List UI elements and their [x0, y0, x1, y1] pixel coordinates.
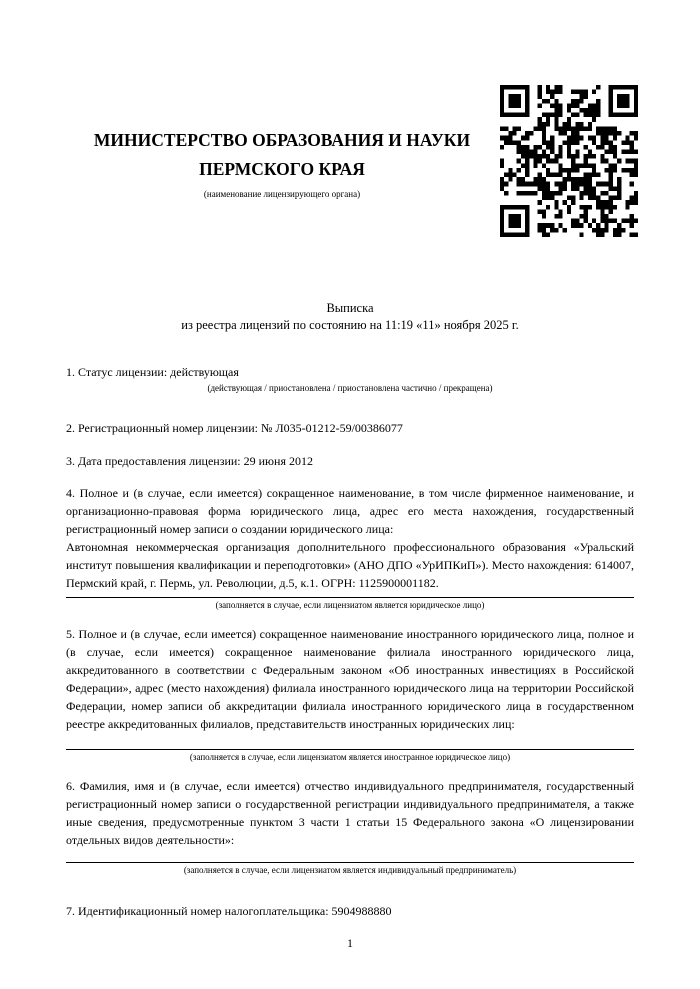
- item-license-date-text: 3. Дата предоставления лицензии: 29 июня 2012: [66, 453, 313, 468]
- document-header: [66, 126, 498, 200]
- item-individual-entrepreneur-label: 6. Фамилия, имя и (в случае, если имеется) отчество индивидуального предпринимателя, государственный регистрационный номер записи о государственной регистрации индивидуального предпринимателя, а также иные сведения, предусмотренные пунктом 3 части 1 статьи 15 Федерального закона «О лицензировании отдельных видов деятельности»:: [66, 779, 634, 848]
- document-title-line1: Выписка: [326, 300, 374, 315]
- item-legal-entity: [66, 484, 634, 611]
- item-foreign-entity: [66, 625, 634, 763]
- item-individual-entrepreneur: [66, 777, 634, 876]
- divider-line: [66, 862, 634, 863]
- qr-code: [500, 85, 638, 237]
- ministry-name-line2: ПЕРМСКОГО КРАЯ: [199, 158, 365, 179]
- item-license-status: [66, 364, 634, 394]
- document-content: [0, 126, 700, 919]
- item-taxpayer-number-text: 7. Идентификационный номер налогоплательщика: 5904988880: [66, 903, 392, 918]
- item-license-status-text: 1. Статус лицензии: действующая: [66, 364, 239, 379]
- item-registration-number: [66, 420, 634, 436]
- document-title-line2: из реестра лицензий по состоянию на 11:19 «11» ноября 2025 г.: [181, 317, 519, 332]
- divider-line: [66, 597, 634, 598]
- item-license-status-note: (действующая / приостановлена / приостановлена частично / прекращена): [207, 382, 493, 393]
- ministry-name-line1: МИНИСТЕРСТВО ОБРАЗОВАНИЯ И НАУКИ: [93, 130, 471, 150]
- item-foreign-entity-note: (заполняется в случае, если лицензиатом является иностранное юридическое лицо): [189, 752, 511, 763]
- item-legal-entity-value: Автономная некоммерческая организация дополнительного профессионального образования «Уральский институт повышения квалификации и переподготовки» (АНО ДПО «УрИПКиП»). Место нахождения: 614007, Пермский край, г. Пермь, ул. Революции, д.5, к.1. ОГРН: 1125900001182.: [66, 539, 634, 590]
- item-license-date: [66, 453, 634, 469]
- item-individual-entrepreneur-note: (заполняется в случае, если лицензиатом является индивидуальный предприниматель): [183, 865, 517, 876]
- item-registration-number-text: 2. Регистрационный номер лицензии: № Л035-01212-59/00386077: [66, 420, 403, 435]
- divider-line: [66, 749, 634, 750]
- item-taxpayer-number: [66, 903, 634, 919]
- page-number: 1: [347, 936, 353, 950]
- ministry-note: (наименование лицензирующего органа): [203, 188, 361, 199]
- item-foreign-entity-label: 5. Полное и (в случае, если имеется) сокращенное наименование иностранного юридического лица, полное и (в случае, если имеется) сокращенное наименование филиала иностранного юридического лица, аккредитованного в соответствии с Федеральным законом «Об иностранных инвестициях в Российской Федерации», адрес (место нахождения) филиала иностранного юридического лица на территории Российской Федерации, номер записи об аккредитации филиала иностранного юридического лица в государственном реестре аккредитованных филиалов, представительств иностранных юридических лиц:: [66, 627, 634, 732]
- item-legal-entity-label: 4. Полное и (в случае, если имеется) сокращенное наименование, в том числе фирменное наименование, и организационно-правовая форма юридического лица, адрес его места нахождения, государственный регистрационный номер записи о создании юридического лица:: [66, 485, 634, 536]
- document-title: [66, 300, 634, 334]
- item-legal-entity-note: (заполняется в случае, если лицензиатом является юридическое лицо): [215, 599, 485, 610]
